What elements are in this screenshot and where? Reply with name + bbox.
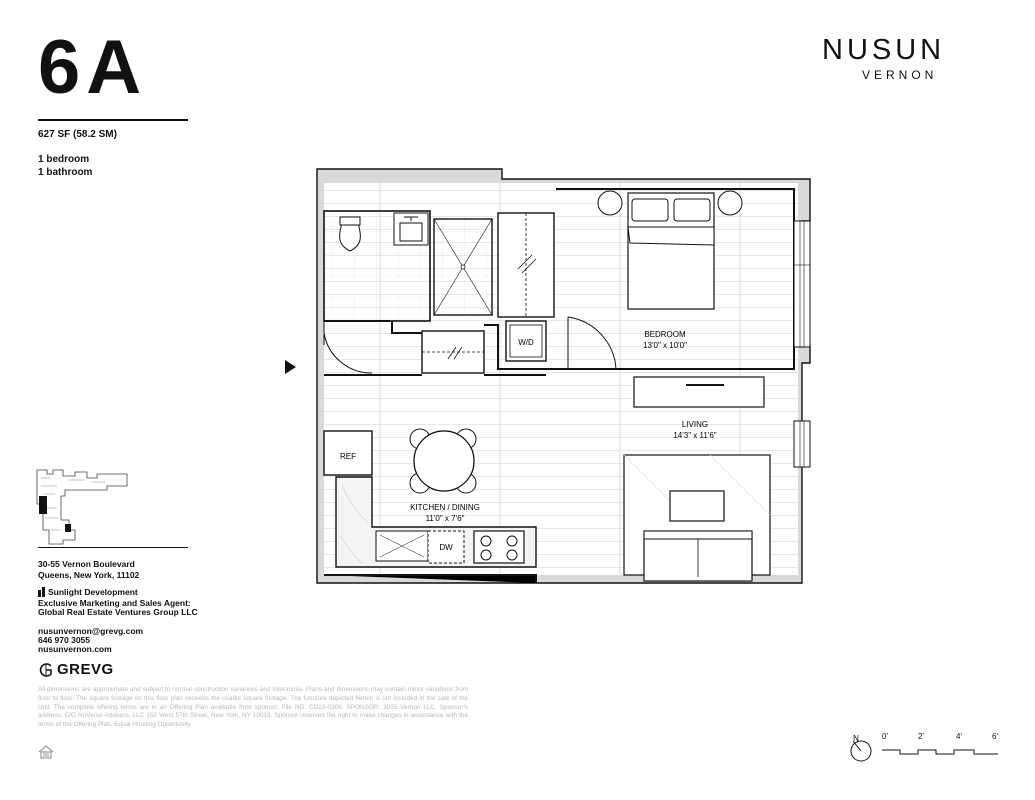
north-label: N [853,734,859,743]
dining-set [410,429,476,493]
unit-area: 627 SF (58.2 SM) [38,129,117,140]
title-divider [38,119,188,121]
building-keyplan [35,468,145,548]
bedroom-count: 1 bedroom [38,154,90,165]
sofa [644,531,752,581]
developer-row [38,587,138,597]
scale-tick-4: 4' [956,732,962,741]
coffee-table [670,491,724,521]
brand-logo-sub: VERNON [862,68,938,82]
bedroom-window [794,221,810,347]
bedroom-label: BEDROOM [644,330,686,339]
agent-label: Exclusive Marketing and Sales Agent: [38,598,191,608]
grevg-logo [38,661,114,678]
tv-console [634,377,764,407]
developer-name: Sunlight Development [48,587,138,597]
entry-arrow-icon [285,360,297,374]
unit-title: 6A [38,25,148,110]
kitchen-sink [376,531,428,561]
scale-tick-2: 2' [918,732,924,741]
grevg-logo-text: GREVG [57,661,114,678]
living-size: 14'3" x 11'6" [673,431,717,440]
shower [434,219,492,315]
contact-phone: 646 970 3055 [38,635,90,645]
wd-label: W/D [518,338,534,347]
bathroom-count: 1 bathroom [38,167,93,178]
scale-bar-graphic [878,732,1003,762]
address-line-1: 30-55 Vernon Boulevard [38,559,135,569]
ref-label: REF [340,452,356,461]
dw-label: DW [439,543,453,552]
bedroom-size: 13'0" x 10'0" [643,341,687,350]
scale-tick-0: 0' [882,732,888,741]
scale-tick-6: 6' [992,732,998,741]
building-icon [38,587,46,597]
legal-disclaimer: All dimensions are approximate and subject to normal construction variances and tolerances. Plans and dimensions may contain minor variations from floor to floor. The square footage on this floor plan exceeds the usable square footage. The furniture depicted herein is not included in the sale of the Unit. The complete offering terms are in an Offering Plan available from sponsor. File NO. CD23-0306. SPONSOR: 3055 Vernon LLC. Sponsor's address: C/O NuVerse Advisors, LLC 152 West 57th Street, New York, NY 10019. Sponsor reserves the right to make changes in accordance with the terms of the Offering Plan. Equal Housing Opportunity. [38,686,468,729]
cooktop [474,531,524,563]
contact-website: nusunvernon.com [38,644,112,654]
brand-logo-name: NUSUN [822,34,946,66]
living-label: LIVING [681,420,709,429]
agent-name: Global Real Estate Ventures Group LLC [38,607,198,617]
kitchen-label: KITCHEN / DINING [410,503,480,512]
living-window [794,421,810,467]
equal-housing-icon [38,745,54,759]
address-line-2: Queens, New York, 11102 [38,570,140,580]
floor-plan [310,165,825,590]
info-divider [38,547,188,548]
scale-bar [878,732,1003,762]
bathroom-sink [394,213,428,245]
north-arrow-icon [848,733,874,765]
grevg-logo-icon [38,662,54,678]
contact-email: nusunvernon@grevg.com [38,626,144,636]
kitchen-size: 11'0" x 7'6" [425,514,465,523]
